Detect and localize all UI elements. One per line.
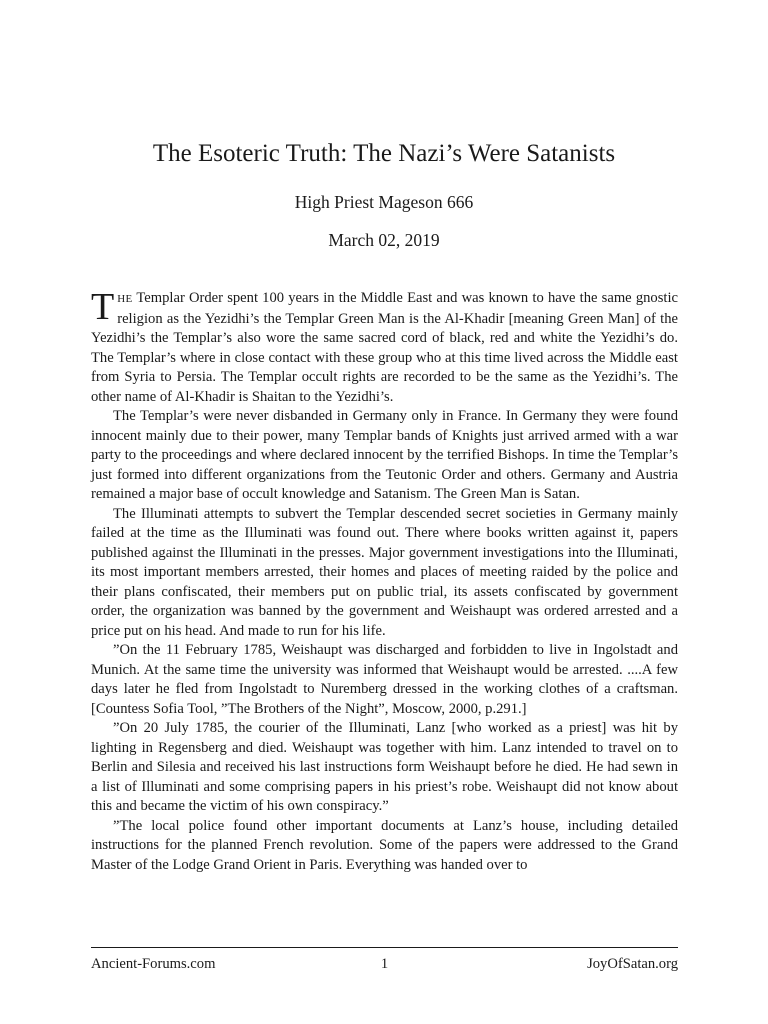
paragraph-2: The Templar’s were never disbanded in Germany only in France. In Germany they were found innocent mainly due to their power, many Templar bands of Knights just arrived armed with a war party to the proceedings and where declared innocent by the terrified Bishops. In time the Templar’s just formed into different organizations from the Teutonic Order and others. Germany and Austria remained a major base of occult knowledge and Satanism. The Green Man is Satan.: [91, 408, 678, 502]
page-number: 1: [380, 956, 389, 972]
footer-left-site: Ancient-Forums.com: [91, 956, 216, 972]
paragraph-1-text: Templar Order spent 100 years in the Middle East and was known to have the same gnostic religion as the Yezidhi’s the Templar Green Man is the Al-Khadir [meaning Green Man] of the Yezidhi’s the Templar’s also wore the same sacred cord of black, red and white the Yezidhi’s do. The Templar’s where in close contact with these group who at this time lived across the Middle east from Syria to Persia. The Templar occult rights are recorded to be the same as the Yezidhi’s. The other name of Al-Khadir is Shaitan to the Yezidhi’s.: [91, 290, 678, 405]
paragraph-1: [91, 286, 678, 407]
footer-rule: [91, 947, 678, 948]
document-title: The Esoteric Truth: The Nazi’s Were Satanists: [152, 140, 616, 167]
paragraph-3: The Illuminati attempts to subvert the Templar descended secret societies in Germany mainly failed at the time as the Illuminati was found out. There where books written against it, papers published against the Illuminati in the presses. Major government investigations into the Illuminati, its most important members arrested, their homes and places of meeting raided by the police and their plans confiscated, their members put on public trial, its assets confiscated by government order, the organization was banned by the government and Weishaupt was ordered arrested and a price put on his head. And made to run for his life.: [91, 505, 678, 639]
drop-cap: T: [91, 286, 115, 328]
paragraph-5: ”On 20 July 1785, the courier of the Illuminati, Lanz [who worked as a priest] was hit by lighting in Regensberg and died. Weishaupt was together with him. Lanz intended to travel on to Berlin and Silesia and received his last instructions form Weishaupt before he died. He had sewn in a list of Illuminati and some comprising papers in his priest’s robe. Weishaupt did not know about this and became the victim of his own conspiracy.”: [91, 720, 678, 814]
document-date: March 02, 2019: [328, 230, 440, 250]
document-author: High Priest Mageson 666: [294, 192, 474, 212]
document-body: [91, 286, 678, 875]
paragraph-6: ”The local police found other important documents at Lanz’s house, including detailed instructions for the planned French revolution. Some of the papers were addressed to the Grand Master of the Lodge Grand Orient in Paris. Everything was handed over to: [91, 817, 678, 873]
small-caps-word: HE: [117, 293, 133, 305]
paragraph-4: ”On the 11 February 1785, Weishaupt was discharged and forbidden to live in Ingolstadt and Munich. At the same time the university was informed that Weishaupt would be arrested. ....A few days later he fled from Ingolstadt to Nuremberg dressed in the working clothes of a craftsman. [Countess Sofia Tool, ”The Brothers of the Night”, Moscow, 2000, p.291.]: [91, 642, 678, 717]
footer-right-site: JoyOfSatan.org: [587, 956, 678, 972]
